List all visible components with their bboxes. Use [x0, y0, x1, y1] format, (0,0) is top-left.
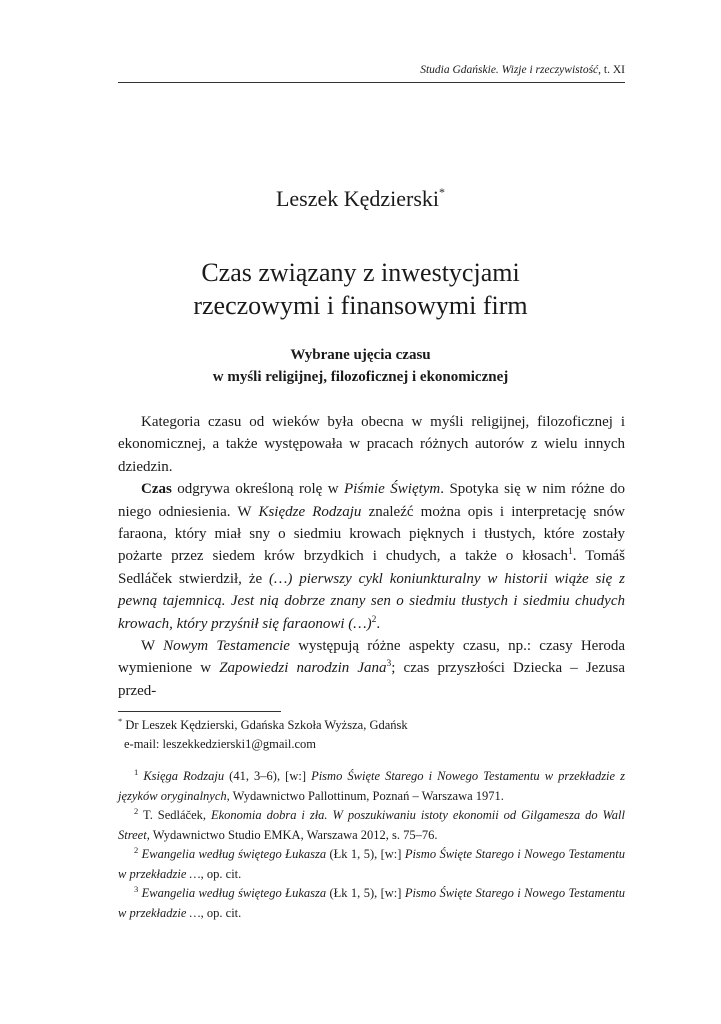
- italic-run: Ewangelia według świętego Łukasza: [141, 847, 327, 861]
- text-run: Wydawnictwo Studio EMKA, Warszawa 2012, s. 75–76.: [149, 827, 438, 842]
- text-run: (Łk 1, 5), [w:]: [326, 886, 405, 900]
- text-run: , op. cit.: [200, 866, 242, 881]
- keyword-czas: Czas: [141, 481, 172, 498]
- affiliation: Dr Leszek Kędzierski, Gdańska Szkoła Wyższa, Gdańsk: [122, 718, 408, 732]
- text-run: . Spotyka się w nim różne do niego odniesienia. W: [118, 481, 625, 520]
- italic-run: Pismo Święte Starego i Nowego Testamentu w przekładzie …: [118, 886, 625, 920]
- paragraph-1: Kategoria czasu od wieków była obecna w myśli religijnej, filozoficznej i ekonomicznej, a także występowała w pracach różnych autorów z wielu innych dziedzin.: [118, 414, 625, 475]
- footnote-ref-3: 3: [386, 659, 392, 670]
- author-note-mark: *: [118, 715, 123, 726]
- footnote-number: 2: [134, 844, 139, 855]
- footnote-3: [118, 845, 625, 884]
- footnotes: [118, 767, 625, 923]
- author-line: [0, 186, 721, 212]
- author-email: e-mail: leszekkedzierski1@gmail.com: [124, 737, 316, 751]
- italic-run: Zapowiedzi narodzin Jana: [219, 660, 387, 677]
- italic-run: Nowym Testamencie: [163, 638, 290, 655]
- italic-run: Księga Rodzaju: [143, 769, 225, 783]
- quote-italic: (…) pierwszy cykl koniunkturalny w historii wiąże się z pewną tajemnicą. Jest nią dobrze znany sen o siedmiu tłustych i siedmiu chudych krowach, który przyśnił się faraonowi (…): [118, 570, 625, 632]
- footnote-number: 2: [134, 805, 139, 816]
- text-run: znaleźć można opis i interpretację snów faraona, który miał sny o siedmiu krowach pięknych i tłustych, które zostały pożarte przez siedem krów brzydkich i chudych, a także o kłosach: [118, 503, 625, 565]
- journal-title: Studia Gdańskie. Wizje i rzeczywistość: [420, 64, 599, 76]
- text-run: (Łk 1, 5), [w:]: [326, 847, 405, 861]
- text-run: występują różne aspekty czasu, np.: czasy Heroda wymienione w: [118, 638, 625, 677]
- journal-volume: , t. XI: [598, 64, 625, 76]
- italic-run: Ewangelia według świętego Łukasza: [141, 886, 327, 900]
- footnote-1: [118, 767, 625, 806]
- footnote-4: [118, 884, 625, 923]
- text-run: , op. cit.: [200, 905, 242, 920]
- affiliation-line: [118, 716, 625, 735]
- paragraph-2: [118, 478, 625, 635]
- subtitle-line-1: Wybrane ujęcia czasu: [290, 347, 431, 363]
- text-run: ; czas przyszłości Dziecka – Jezusa przed-: [118, 660, 625, 699]
- header-rule: [118, 82, 625, 83]
- body-text: [118, 411, 625, 702]
- text-run: odgrywa określoną rolę w: [171, 481, 344, 498]
- italic-run: Księdze Rodzaju: [258, 503, 362, 520]
- italic-run: Pismo Święte Starego i Nowego Testamentu w przekładzie z języków oryginalnych: [118, 769, 626, 803]
- title-line-2: rzeczowymi i finansowymi firm: [193, 291, 528, 320]
- footnote-ref-1: 1: [568, 547, 573, 558]
- article-title: [0, 256, 721, 322]
- footnote-number: 1: [134, 766, 139, 777]
- author-name: Leszek Kędzierski: [275, 186, 440, 211]
- footnote-rule: [118, 711, 281, 712]
- author-footnote-mark: *: [439, 184, 446, 199]
- author-note: [118, 716, 625, 754]
- text-run: T. Sedláček,: [142, 808, 211, 822]
- text-run: , Wydawnictwo Pallottinum, Poznań – Warszawa 1971.: [226, 788, 504, 803]
- title-line-1: Czas związany z inwestycjami: [201, 258, 520, 287]
- italic-run: Pismo Święte Starego i Nowego Testamentu w przekładzie …: [118, 847, 625, 881]
- text-run: .: [376, 615, 381, 632]
- footnote-2: [118, 806, 625, 845]
- subtitle-line-2: w myśli religijnej, filozoficznej i ekonomicznej: [212, 369, 509, 385]
- paragraph-3: [118, 635, 625, 702]
- footnote-number: 3: [134, 883, 139, 894]
- running-head: [118, 64, 625, 76]
- italic-run: Ekonomia dobra i zła. W poszukiwaniu istoty ekonomii od Gilgamesza do Wall Street,: [118, 808, 625, 842]
- italic-run: Piśmie Świętym: [344, 481, 441, 498]
- text-run: . Tomáš Sedláček stwierdził, że: [118, 548, 625, 587]
- section-subtitle: [0, 344, 721, 388]
- text-run: (41, 3–6), [w:]: [224, 769, 312, 783]
- footnote-ref-2: 2: [371, 614, 377, 625]
- text-run: W: [141, 638, 164, 655]
